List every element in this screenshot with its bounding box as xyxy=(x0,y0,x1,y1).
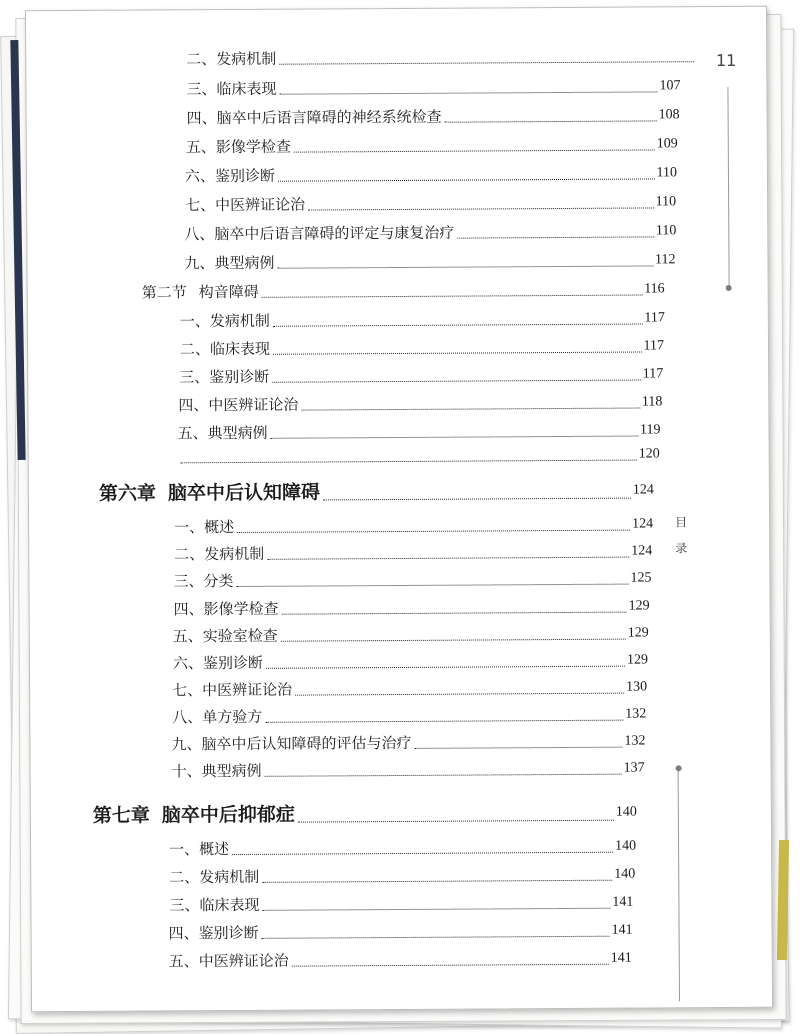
leader-dots xyxy=(301,408,639,411)
leader-dots xyxy=(267,557,629,560)
leader-dots xyxy=(262,880,612,883)
toc-entry-page: 117 xyxy=(642,366,664,382)
toc-entry-title: 四、脑卒中后语言障碍的神经系统检查 xyxy=(186,107,442,128)
leader-dots xyxy=(237,530,630,533)
toc-entry-page: 116 xyxy=(644,281,665,297)
toc-chapter-title: 脑卒中后认知障碍 xyxy=(167,481,320,505)
toc-entry-title: 三、鉴别诊断 xyxy=(179,367,270,387)
toc-entry[interactable] xyxy=(173,567,651,592)
toc-entry-title: 八、脑卒中后语言障碍的评定与康复治疗 xyxy=(184,223,455,244)
toc-entry-page: 120 xyxy=(638,446,660,462)
toc-entry-page: 140 xyxy=(614,866,636,882)
toc-entry[interactable] xyxy=(184,249,675,274)
toc-entry[interactable] xyxy=(174,595,650,620)
toc-entry-page: 132 xyxy=(625,706,647,722)
leader-dots xyxy=(292,964,609,967)
toc-entry[interactable] xyxy=(174,540,652,565)
toc-entry[interactable] xyxy=(173,649,648,674)
toc-entry[interactable] xyxy=(172,676,647,701)
leader-dots xyxy=(266,666,625,669)
toc-entry[interactable] xyxy=(187,104,680,129)
side-label-char: 录 xyxy=(675,541,688,556)
toc-entry-page: 125 xyxy=(630,570,652,586)
leader-dots xyxy=(273,352,641,355)
book-cover-edge xyxy=(777,840,789,960)
toc-entry[interactable] xyxy=(169,864,635,889)
toc-entry[interactable] xyxy=(169,948,632,973)
toc-entry-title: 十、典型病例 xyxy=(171,761,262,781)
toc-entry[interactable] xyxy=(174,513,653,538)
toc-entry[interactable] xyxy=(186,45,696,70)
toc-entry[interactable] xyxy=(185,191,676,216)
toc-entry[interactable] xyxy=(184,220,676,245)
toc-entry-title: 四、影像学检查 xyxy=(173,599,279,619)
toc-entry-title: 四、鉴别诊断 xyxy=(168,923,259,943)
toc-entry[interactable] xyxy=(179,363,663,388)
side-label-char: 目 xyxy=(675,515,688,530)
toc-entry-title: 六、鉴别诊断 xyxy=(172,653,264,673)
toc-entry-page: 124 xyxy=(632,482,654,498)
leader-dots xyxy=(265,720,623,723)
toc-entry-page: 137 xyxy=(623,760,645,776)
leader-dots xyxy=(281,639,626,642)
leader-dots xyxy=(262,295,642,298)
toc-entry-title: 五、中医辨证论治 xyxy=(168,951,289,971)
toc-entry[interactable] xyxy=(172,758,645,783)
decorative-line xyxy=(727,87,729,287)
toc-entry[interactable] xyxy=(178,443,660,468)
toc-entry-page: 117 xyxy=(644,310,665,326)
leader-dots xyxy=(282,612,627,615)
toc-entry-page: 140 xyxy=(615,838,637,854)
toc-entry[interactable] xyxy=(185,162,677,187)
leader-dots xyxy=(279,61,694,65)
toc-entry-page: 130 xyxy=(626,679,648,695)
toc-entry-title: 七、中医辨证论治 xyxy=(185,195,306,215)
toc-entry[interactable] xyxy=(169,836,636,861)
toc-entry-page: 140 xyxy=(615,804,637,820)
toc-entry[interactable] xyxy=(186,75,680,100)
toc-entry[interactable] xyxy=(169,920,633,945)
toc-chapter-label: 第六章 xyxy=(98,482,156,505)
toc-entry-title: 八、单方验方 xyxy=(172,707,263,727)
toc-entry-title: 三、临床表现 xyxy=(169,895,260,915)
toc-entry-title: 九、典型病例 xyxy=(184,253,275,273)
toc-entry-page: 141 xyxy=(611,922,633,938)
leader-dots xyxy=(181,460,637,464)
toc-entry-title: 二、发病机制 xyxy=(174,544,265,564)
toc-entry-page: 124 xyxy=(631,543,653,559)
leader-dots xyxy=(272,380,640,383)
toc-entry-page: 124 xyxy=(632,516,654,532)
leader-dots xyxy=(308,207,653,210)
leader-dots xyxy=(414,747,622,749)
toc-entry-page: 108 xyxy=(658,107,680,123)
toc-chapter-label: 第七章 xyxy=(92,804,150,827)
leader-dots xyxy=(323,498,631,501)
toc-entry[interactable] xyxy=(173,622,649,647)
toc-entry[interactable] xyxy=(180,335,664,360)
toc-entry[interactable] xyxy=(177,419,660,444)
toc-entry-page: 109 xyxy=(656,136,678,152)
toc-chapter-entry[interactable] xyxy=(99,477,654,506)
toc-entry-title: 四、中医辨证论治 xyxy=(178,395,299,415)
toc-entry[interactable] xyxy=(172,703,646,728)
toc-section-title: 构音障碍 xyxy=(198,282,259,302)
toc-entry[interactable] xyxy=(186,133,678,158)
toc-entry-title: 二、发病机制 xyxy=(169,867,260,887)
toc-entry[interactable] xyxy=(178,391,662,416)
toc-entry-page: 132 xyxy=(624,733,646,749)
toc-entry-title: 五、实验室检查 xyxy=(172,626,278,646)
toc-entry-page: 141 xyxy=(612,894,634,910)
toc-entry-page: 129 xyxy=(627,625,649,641)
page-number: 11 xyxy=(715,50,737,71)
leader-dots xyxy=(294,149,655,152)
leader-dots xyxy=(265,774,622,777)
toc-entry-page: 141 xyxy=(610,950,632,966)
decorative-dot xyxy=(726,285,732,291)
toc-entry-title: 三、临床表现 xyxy=(186,79,277,99)
toc-entry[interactable] xyxy=(180,307,665,332)
toc-entry-page: 112 xyxy=(654,252,676,268)
leader-dots xyxy=(278,265,653,268)
leader-dots xyxy=(298,820,614,823)
toc-entry-page: 110 xyxy=(655,194,677,210)
toc-entry-page: 119 xyxy=(639,422,661,438)
side-label-contents xyxy=(673,509,689,561)
leader-dots xyxy=(262,908,610,911)
leader-dots xyxy=(271,436,638,439)
toc-page xyxy=(25,6,773,1013)
toc-entry-title: 五、影像学检查 xyxy=(185,137,291,157)
leader-dots xyxy=(236,584,628,587)
toc-entry-title: 九、脑卒中后认知障碍的评估与治疗 xyxy=(171,733,412,754)
toc-entry-title: 五、典型病例 xyxy=(177,423,268,443)
toc-entry-title: 二、临床表现 xyxy=(179,339,271,359)
leader-dots xyxy=(295,693,624,696)
decorative-line xyxy=(678,769,680,1001)
toc-entry-page: 110 xyxy=(656,165,677,181)
leader-dots xyxy=(262,936,610,939)
toc-section-entry[interactable] xyxy=(142,278,665,303)
toc-entry-title: 一、概述 xyxy=(174,518,235,537)
toc-entry-title: 一、发病机制 xyxy=(179,311,270,331)
toc-entry-title: 六、鉴别诊断 xyxy=(184,166,276,186)
toc-entry-title: 二、发病机制 xyxy=(186,49,277,69)
toc-chapter-entry[interactable] xyxy=(93,800,637,829)
leader-dots xyxy=(445,120,657,122)
decorative-dot xyxy=(676,765,682,771)
toc-entry-title: 一、概述 xyxy=(169,840,230,859)
toc-chapter-title: 脑卒中后抑郁症 xyxy=(161,803,295,827)
toc-entry-page: 129 xyxy=(626,652,648,668)
toc-entry[interactable] xyxy=(171,730,645,755)
toc-entry-page: 107 xyxy=(659,78,681,94)
leader-dots xyxy=(278,178,654,181)
toc-entry-page: 117 xyxy=(643,338,665,354)
leader-dots xyxy=(232,852,613,855)
toc-entry-title: 七、中医辨证论治 xyxy=(172,680,293,700)
toc-entry-page: 118 xyxy=(641,394,663,410)
leader-dots xyxy=(457,236,654,238)
toc-entry-page: 129 xyxy=(628,598,650,614)
leader-dots xyxy=(273,324,642,327)
toc-entry[interactable] xyxy=(169,892,633,917)
toc-section-label: 第二节 xyxy=(141,283,187,302)
leader-dots xyxy=(279,91,657,94)
toc-entry-title: 三、分类 xyxy=(173,572,234,591)
toc-entry-page: 110 xyxy=(655,223,677,239)
